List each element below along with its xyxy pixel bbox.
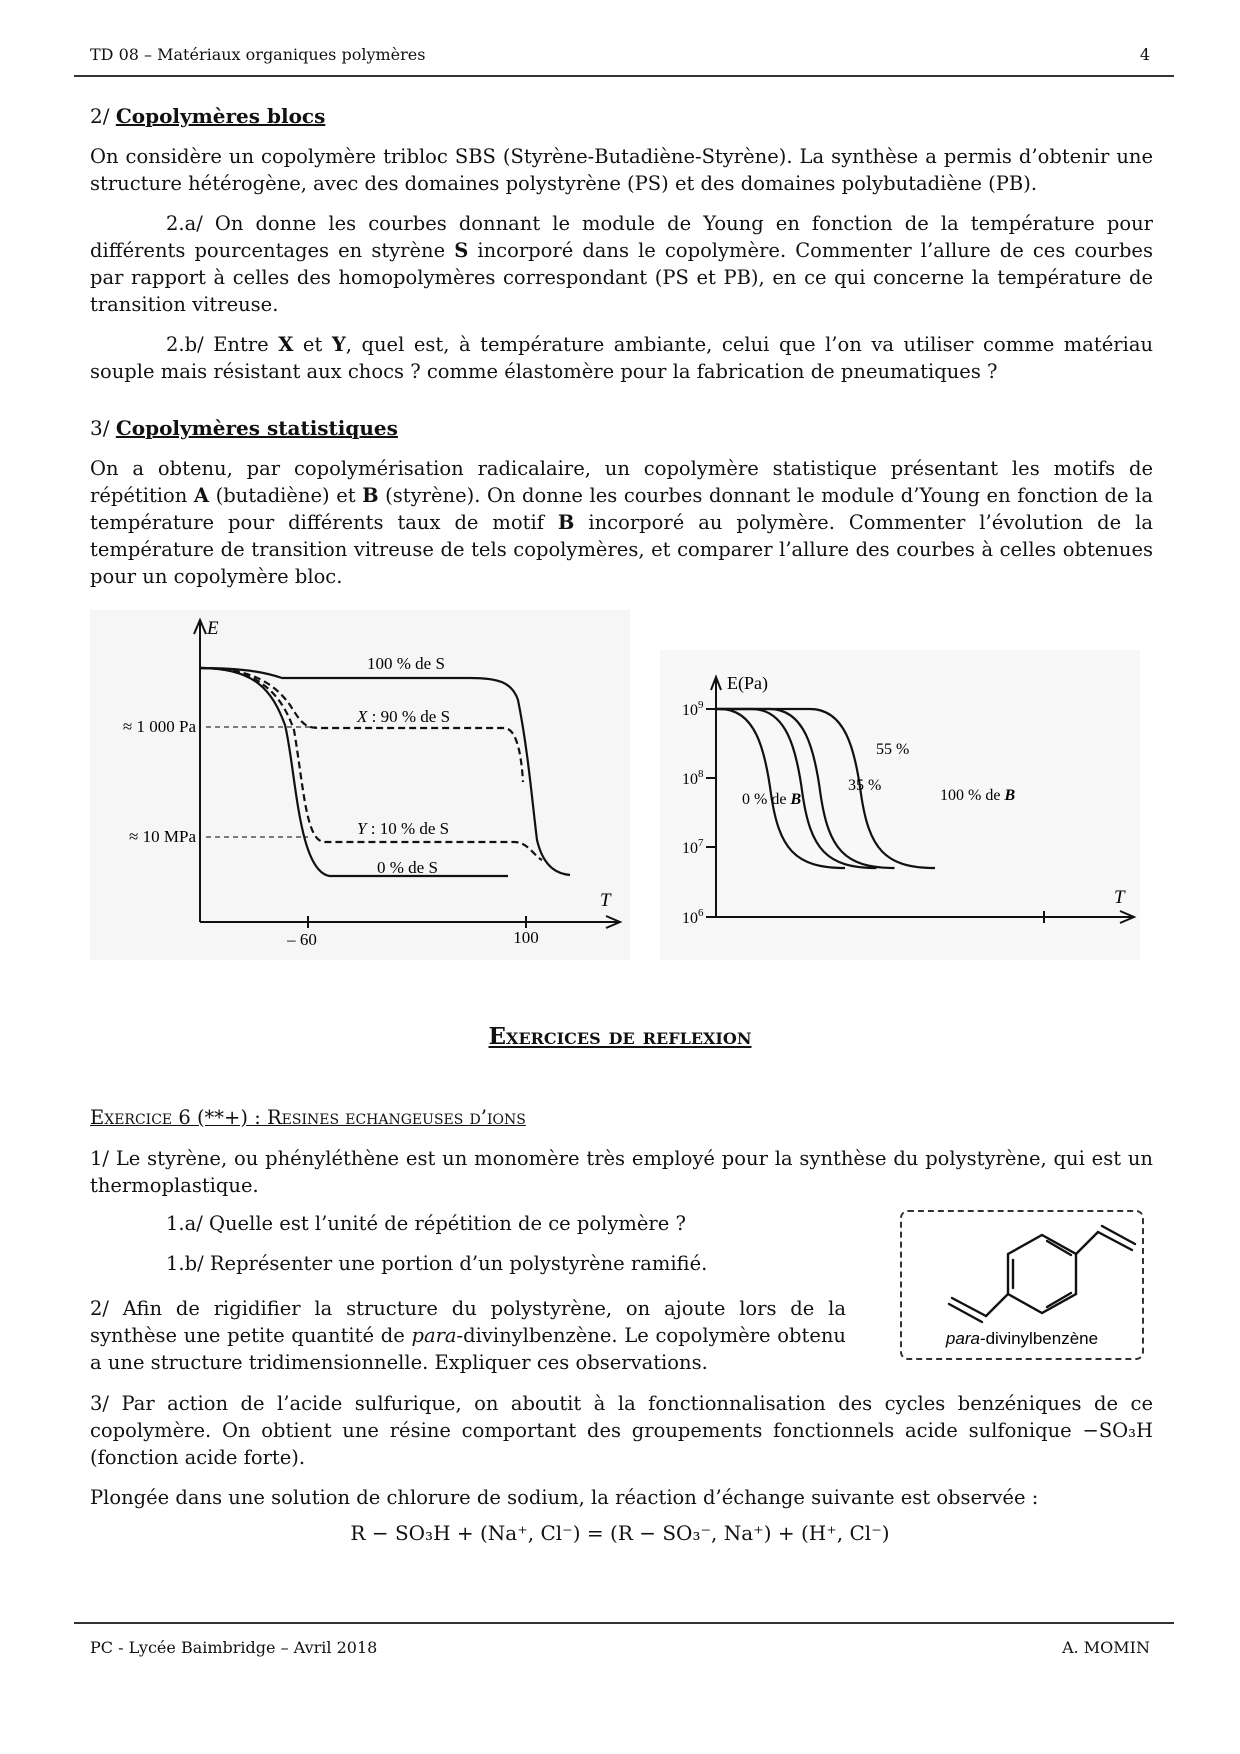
chart2-label-100pct-b: 100 % de B xyxy=(940,787,1016,804)
reflexion-title: Exercices de reflexion xyxy=(488,1023,752,1050)
chart2-ytick-1e6: $10^6$ xyxy=(682,907,704,927)
divinylbenzene-structure xyxy=(902,1212,1142,1358)
exercise6-title: Exercice 6 (**+) : Resines echangeuses d’ions xyxy=(90,1106,526,1129)
chart2-xlabel: T xyxy=(1114,887,1125,908)
chart2-ytick-1e7: $10^7$ xyxy=(682,837,704,857)
chart1-label-0pct-s: 0 % de S xyxy=(377,858,438,877)
vinyl-double-left-b xyxy=(949,1304,982,1322)
chart1-xtick-100: 100 xyxy=(513,928,539,947)
footer-rule xyxy=(74,1622,1174,1624)
benzene-ring xyxy=(1008,1235,1076,1313)
exercise6-q1b: 1.b/ Représenter une portion d’un polystyrène ramifié. xyxy=(166,1252,708,1275)
exercise6-q1a: 1.a/ Quelle est l’unité de répétition de ce polymère ? xyxy=(166,1212,686,1235)
chart1-xtick-minus60: – 60 xyxy=(287,930,317,949)
vinyl-bond-right xyxy=(1076,1232,1098,1254)
chart2-label-35pct: 35 % xyxy=(848,777,882,794)
exercise6-q2: 2/ Afin de rigidifier la structure du polystyrène, on ajoute lors de la synthèse une petite quantité de para-divinylbenzène. Le copolymère obtenu a une structure tridimensionnelle. Expliquer ces observations. xyxy=(90,1297,846,1374)
vinyl-bond-left xyxy=(986,1294,1008,1316)
page-number: 4 xyxy=(1139,45,1150,64)
chart1-ylabel: E xyxy=(207,618,219,639)
exercise6-q4: Plongée dans une solution de chlorure de sodium, la réaction d’échange suivante est observée : xyxy=(90,1486,1039,1509)
page-footer xyxy=(90,1638,1150,1657)
page-header xyxy=(90,45,1150,64)
chart2-ylabel: E(Pa) xyxy=(727,673,768,693)
chart1-ytick-1000pa: ≈ 1 000 Pa xyxy=(122,717,196,736)
chart2-label-55pct: 55 % xyxy=(876,741,910,758)
footer-author: A. MOMIN xyxy=(1062,1638,1150,1657)
section3-title: 3/ Copolymères statistiques xyxy=(90,416,398,440)
chart1-ytick-10mpa: ≈ 10 MPa xyxy=(129,827,196,846)
chart1-background xyxy=(90,610,630,960)
chart1-label-100pct-s: 100 % de S xyxy=(367,654,445,673)
chart2-ytick-1e8: $10^8$ xyxy=(682,768,704,788)
vinyl-double-right-a xyxy=(1098,1232,1132,1250)
chart2-label-0pct-b: 0 % de B xyxy=(742,791,802,808)
exercise6-q1: 1/ Le styrène, ou phényléthène est un monomère très employé pour la synthèse du polystyrène, qui est un thermoplastique. xyxy=(90,1147,1153,1197)
chart2-background xyxy=(660,650,1140,960)
chart2-ytick-1e9: $10^9$ xyxy=(682,699,704,719)
chart-block-copolymer xyxy=(90,610,630,960)
question-2b: 2.b/ Entre X et Y, quel est, à température ambiante, celui que l’on va utiliser comme matériau souple mais résistant aux chocs ? comme élastomère pour la fabrication de pneumatiques ? xyxy=(90,333,1154,383)
chart-statistical-copolymer xyxy=(660,650,1140,960)
section3-text: On a obtenu, par copolymérisation radicalaire, un copolymère statistique présentant les motifs de répétition A (butadiène) et B (styrène). On donne les courbes donnant le module d’Young en fonction de la température pour différents taux de motif B incorporé au polymère. Commenter l’évolution de la température de transition vitreuse de tels copolymères, et comparer l’allure des courbes à celles obtenues pour un copolymère bloc. xyxy=(90,457,1153,588)
section2-intro: On considère un copolymère tribloc SBS (Styrène-Butadiène-Styrène). La synthèse a permis d’obtenir une structure hétérogène, avec des domaines polystyrène (PS) et des domaines polybutadiène (PB). xyxy=(90,145,1153,195)
exchange-equation: R − SO₃H + (Na⁺, Cl⁻) = (R − SO₃⁻, Na⁺) + (H⁺, Cl⁻) xyxy=(350,1521,890,1545)
vinyl-double-left-a xyxy=(952,1298,986,1316)
header-title: TD 08 – Matériaux organiques polymères xyxy=(90,45,426,64)
vinyl-double-right-b xyxy=(1102,1226,1135,1244)
molecule-box xyxy=(900,1210,1144,1360)
footer-left: PC - Lycée Baimbridge – Avril 2018 xyxy=(90,1638,378,1657)
molecule-label: para-divinylbenzène xyxy=(945,1329,1099,1348)
question-2a: 2.a/ On donne les courbes donnant le module de Young en fonction de la température pour différents pourcentages en styrène S incorporé dans le copolymère. Commenter l’allure de ces courbes par rapport à celles des homopolymères correspondant (PS et PB), en ce qui concerne la température de transition vitreuse. xyxy=(90,212,1153,316)
chart1-label-y-10pct-s: Y : 10 % de S xyxy=(357,819,450,838)
chart1-xlabel: T xyxy=(600,890,611,911)
chart1-label-x-90pct-s: X : 90 % de S xyxy=(357,707,451,726)
exercise6-q3: 3/ Par action de l’acide sulfurique, on aboutit à la fonctionnalisation des cycles benzéniques de ce copolymère. On obtient une résine comportant des groupements fonctionnels acide sulfonique −SO₃H (fonction acide forte). xyxy=(90,1392,1153,1469)
section2-title: 2/ Copolymères blocs xyxy=(90,104,326,128)
header-rule xyxy=(74,75,1174,77)
